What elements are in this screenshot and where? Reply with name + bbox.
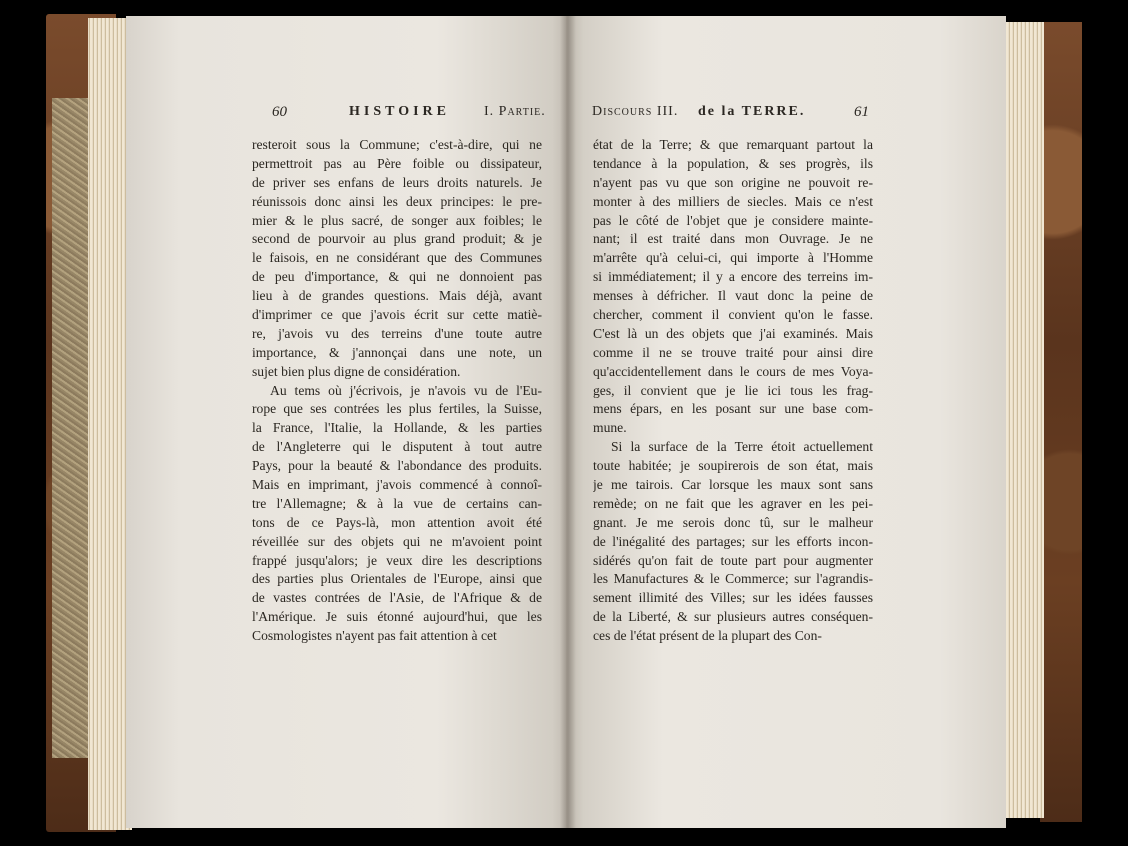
text-line: si immédiatement; il y a encore des terreins im- — [593, 269, 873, 285]
text-line: mens épars, en les posant sur une base com- — [593, 401, 873, 417]
left-marbled-paper — [52, 98, 92, 758]
text-line: ces de l'état présent de la plupart des Con- — [593, 628, 822, 644]
text-line: resteroit sous la Commune; c'est-à-dire, qui ne — [252, 137, 542, 152]
text-line: de priver ses enfans de leurs droits naturels. Je — [252, 174, 542, 190]
text-line: C'est là un des objets que j'ai examinés. Mais — [593, 325, 873, 341]
gutter-shadow — [560, 16, 576, 828]
text-line: n'ayent pas vu que son origine ne pouvoit re- — [593, 174, 873, 190]
text-line: état de la Terre; & que remarquant partout la — [593, 137, 873, 152]
text-line: nant; il est traité dans mon Ouvrage. Je ne — [593, 231, 873, 247]
text-line: de vastes contrées de l'Asie, de l'Afrique & de — [252, 590, 542, 606]
left-running-title: HISTOIRE — [349, 104, 450, 119]
left-running-head — [272, 104, 552, 126]
right-running-head — [592, 104, 872, 126]
right-running-title: de la TERRE. — [698, 104, 806, 119]
text-line: lieu à de grandes questions. Mais déjà, avant — [252, 288, 542, 304]
text-line: rope que ses contrées les plus fertiles, la Suisse, — [252, 401, 542, 417]
text-line: de l'inégalité des partages; sur les efforts incon- — [593, 533, 873, 549]
text-line: mune. — [593, 420, 627, 436]
text-line: Mais en imprimant, j'avois commencé à connoî- — [252, 477, 542, 493]
right-text-block — [593, 136, 873, 646]
right-running-section: Discours III. — [592, 104, 679, 119]
text-line: toute habitée; je soupirerois de son état, mais — [593, 458, 873, 474]
text-line: de peu d'importance, & qui ne donnoient pas — [252, 269, 542, 285]
text-line: de l'Angleterre qui le disputent à tout autre — [252, 439, 542, 455]
text-line: gnant. Je me serois donc tû, sur le malheur — [593, 514, 873, 530]
left-text-block — [252, 136, 542, 646]
text-line: re, j'avois vu des terreins d'une toute autre — [252, 325, 542, 341]
left-running-section: I. Partie. — [484, 104, 546, 119]
text-line: Pays, pour la beauté & l'abondance des produits. — [252, 458, 542, 474]
text-line: chercher, comment il convient qu'on le fasse. — [593, 307, 873, 323]
text-line: tendance à la population, & ses progrès, ils — [593, 155, 873, 171]
text-line: qu'accidentellement dans le cours de mes Voya- — [593, 363, 873, 379]
text-line: comme il ne se trouve traité pour ainsi dire — [593, 344, 873, 360]
text-line: la France, l'Italie, la Hollande, & les parties — [252, 420, 542, 436]
text-line: frappé jusqu'alors; je veux dire les descriptions — [252, 552, 542, 568]
text-line: importance, & j'annonçai dans une note, un — [252, 344, 542, 360]
text-line: ges, il convient que je lie ici tous les frag- — [593, 382, 873, 398]
text-line: réveillée sur des objets qui ne m'avoient point — [252, 533, 542, 549]
text-line: Si la surface de la Terre étoit actuellement — [611, 439, 873, 455]
text-line: Au tems où j'écrivois, je n'avois vu de l'Eu- — [270, 382, 542, 398]
text-line: pas le côté de l'objet que je considere mainte- — [593, 212, 873, 228]
text-line: réunissois donc ainsi les deux principes: le pre- — [252, 193, 542, 209]
right-page-edges — [1000, 22, 1044, 818]
text-line: d'imprimer ce que j'avois écrit sur cette matiè- — [252, 307, 542, 323]
text-line: m'arrête qu'à celui-ci, qui importe à l'Homme — [593, 250, 873, 266]
text-line: mier & le plus sacré, de songer aux foibles; le — [252, 212, 542, 228]
text-line: tre l'Allemagne; & à la vue de certains can- — [252, 495, 542, 511]
text-line: Cosmologistes n'ayent pas fait attention à cet — [252, 628, 497, 644]
text-line: menses à défricher. Il vaut donc la peine de — [593, 288, 873, 304]
text-line: des parties plus Orientales de l'Europe, ainsi que — [252, 571, 542, 587]
text-line: remède; on ne fait que les agraver en les pei- — [593, 495, 873, 511]
text-line: l'Amérique. Je suis étonné aujourd'hui, que les — [252, 609, 542, 625]
text-line: monter à des milliers de siecles. Mais ce n'est — [593, 193, 873, 209]
text-line: sujet bien plus digne de considération. — [252, 363, 461, 379]
text-line: tons de ce Pays-là, mon attention avoit été — [252, 514, 542, 530]
right-cover-board — [1040, 22, 1082, 822]
left-folio: 60 — [272, 104, 287, 120]
text-line: de la Liberté, & sur plusieurs autres conséquen- — [593, 609, 873, 625]
text-line: permettroit pas au Père foible ou dissipateur, — [252, 155, 542, 171]
text-line: les Manufactures & le Commerce; sur l'agrandis- — [593, 571, 873, 587]
text-line: second de pourvoir au plus grand produit; & je — [252, 231, 542, 247]
text-line: sement illimité des Villes; sur les idées fausses — [593, 590, 873, 606]
text-line: le faisois, en ne considérant que des Communes — [252, 250, 542, 266]
right-folio: 61 — [854, 104, 869, 120]
text-line: sidérés qu'on fait de toute part pour augmenter — [593, 552, 873, 568]
text-line: je me tairois. Car lorsque les maux sont sans — [593, 477, 873, 493]
